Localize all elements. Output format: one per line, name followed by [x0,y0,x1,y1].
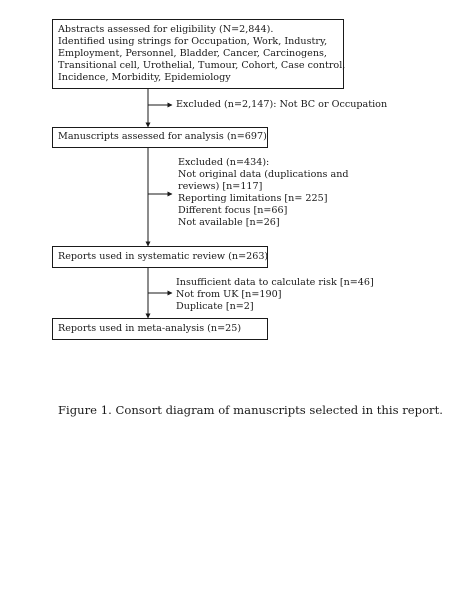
manuscripts-box [52,127,268,148]
abstracts-line-4: Transitional cell, Urothelial, Tumour, Cohort, Case control, [58,60,346,72]
exclusion-2-line-4: Reporting limitations [n= 225] [178,193,328,205]
abstracts-box [52,19,344,89]
exclusion-2-line-6: Not available [n=26] [178,217,280,229]
abstracts-line-2: Identified using strings for Occupation, Work, Industry, [58,36,328,48]
abstracts-line-5: Incidence, Morbidity, Epidemiology [58,72,231,84]
abstracts-line-1: Abstracts assessed for eligibility (N=2,844). [58,24,274,35]
systematic-review-box [52,246,268,268]
systematic-review-label: Reports used in systematic review (n=263) [58,251,269,262]
meta-analysis-label: Reports used in meta-analysis (n=25) [58,323,242,334]
exclusion-3-line-1: Insufficient data to calculate risk [n=46] [176,277,374,288]
exclusion-3-line-2: Not from UK [n=190] [176,289,282,301]
exclusion-1-line: Excluded (n=2,147): Not BC or Occupation [176,99,388,110]
figure-caption: Figure 1. Consort diagram of manuscripts selected in this report. [58,403,443,417]
exclusion-2-line-5: Different focus [n=66] [178,205,288,217]
exclusion-2-line-1: Excluded (n=434): [178,157,270,168]
exclusion-2-line-3: reviews) [n=117] [178,181,263,193]
exclusion-3-text [176,277,374,313]
exclusion-3-line-3: Duplicate [n=2] [176,301,254,313]
meta-analysis-box [52,318,268,340]
exclusion-1-text [176,99,387,111]
exclusion-2-line-2: Not original data (duplications and [178,169,349,181]
abstracts-line-3: Employment, Personnel, Bladder, Cancer, Carcinogens, [58,48,327,60]
manuscripts-label: Manuscripts assessed for analysis (n=697) [58,131,267,142]
exclusion-2-text [178,157,349,230]
